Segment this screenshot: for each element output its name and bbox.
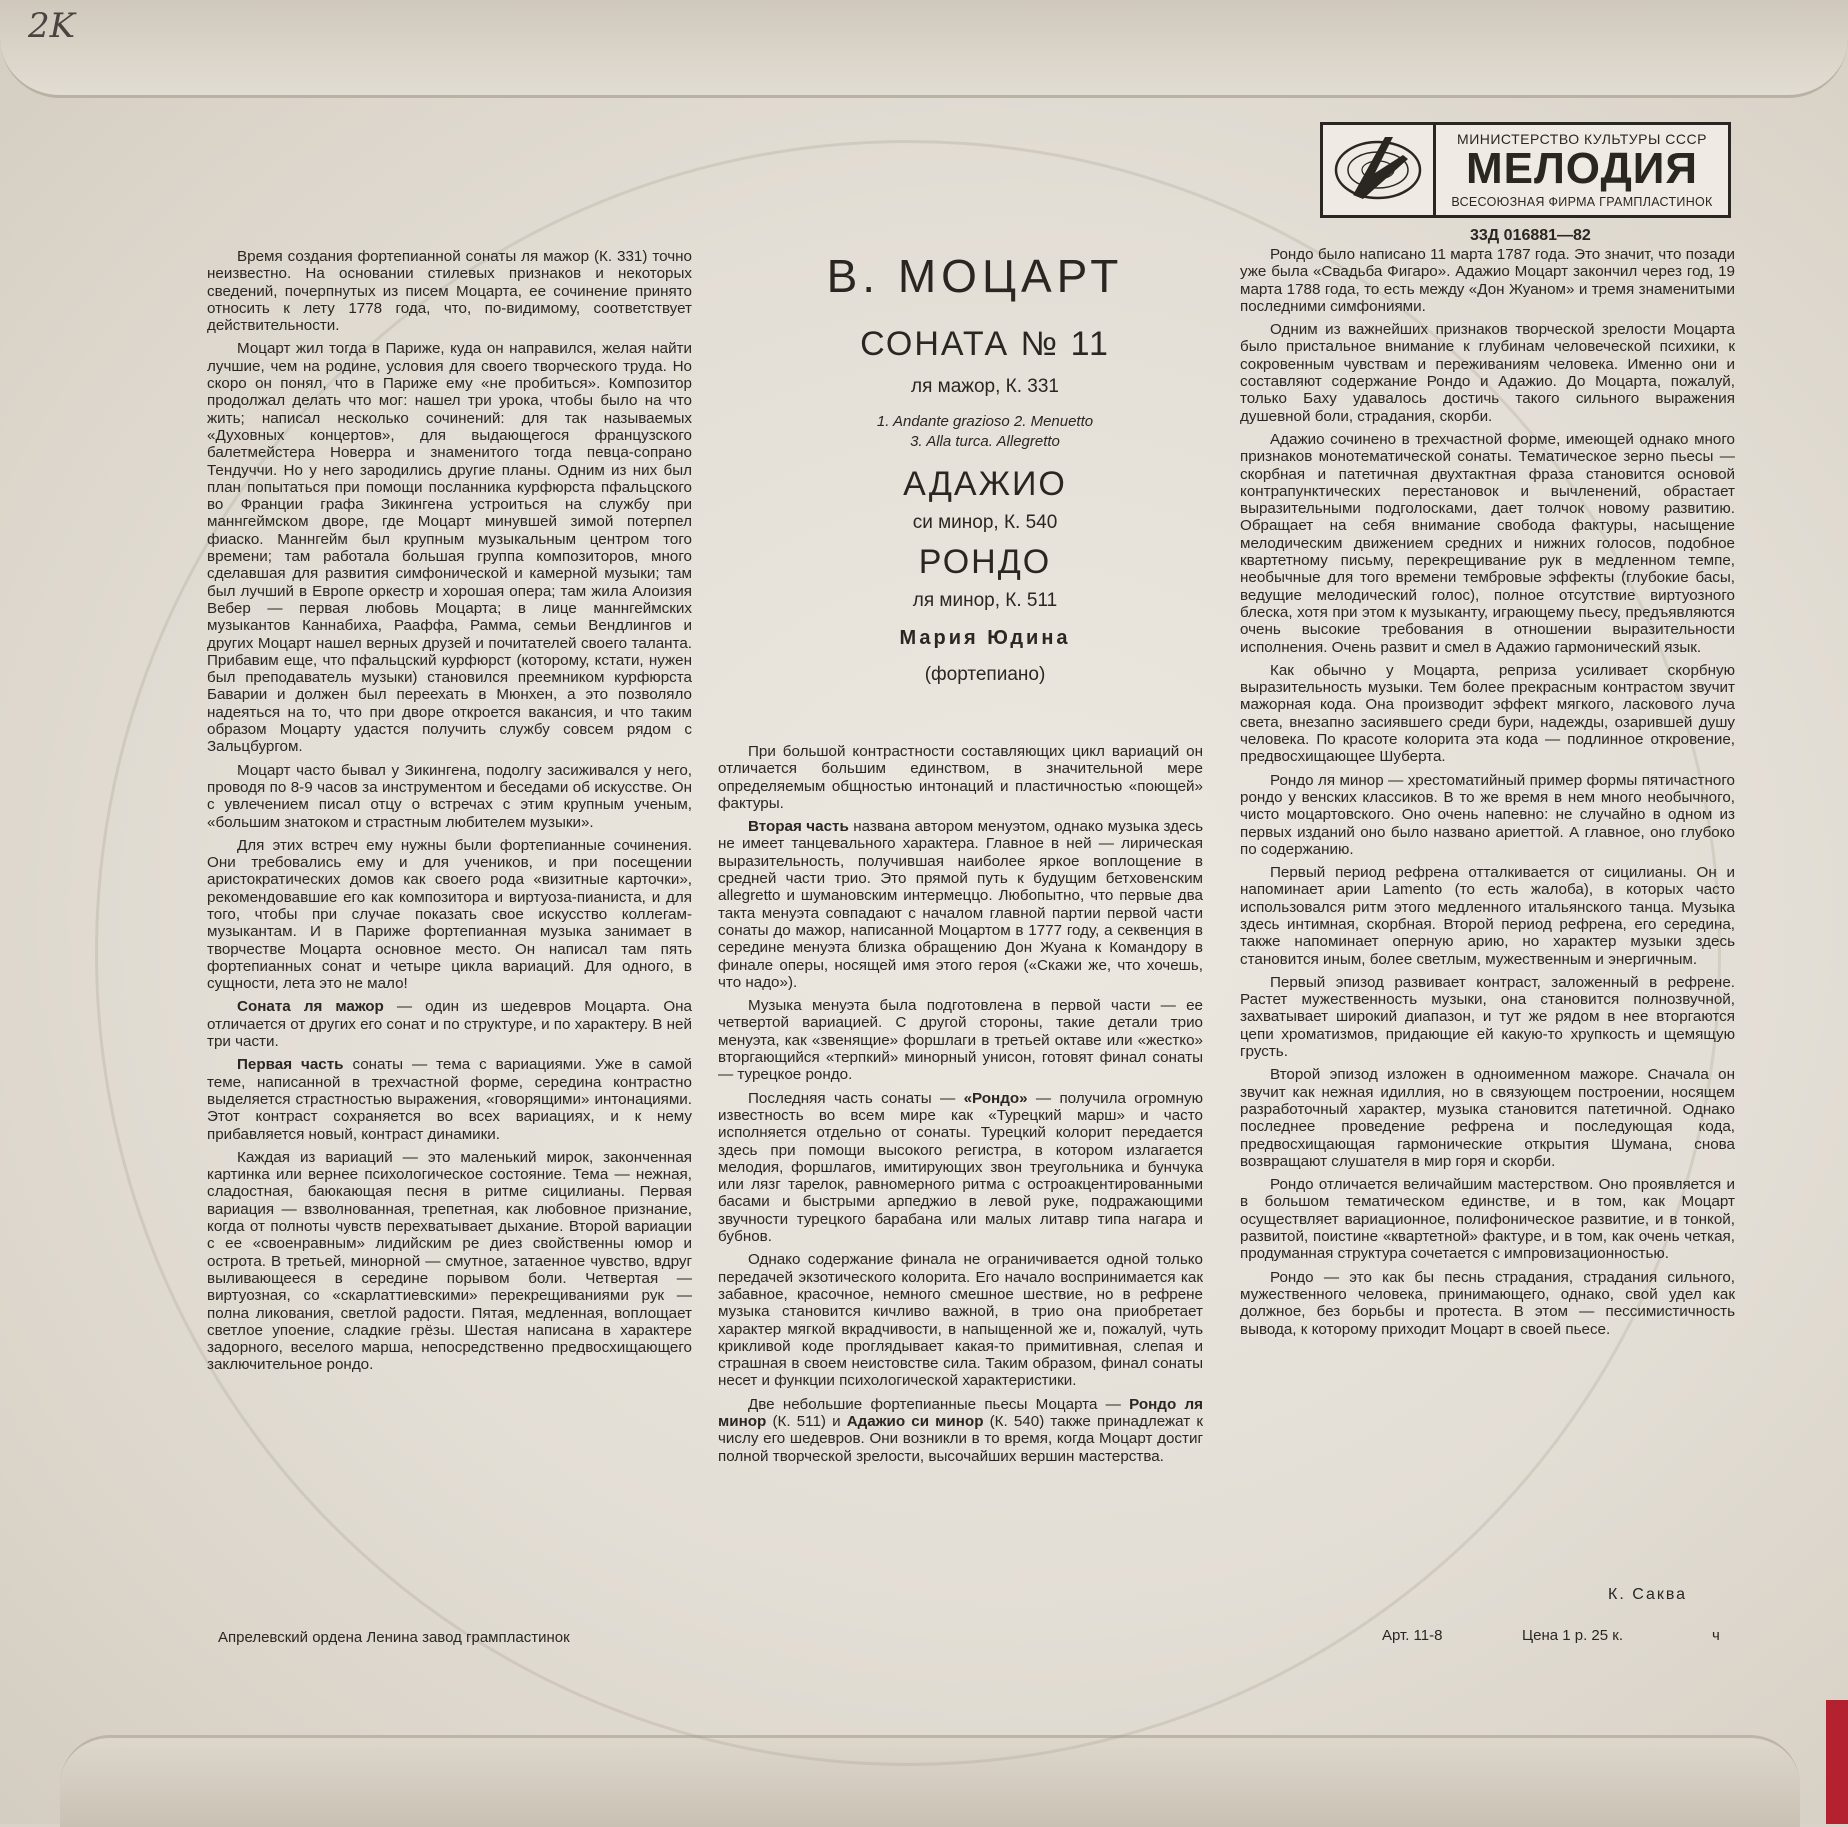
paragraph-text: (К. 511) и — [766, 1412, 847, 1430]
title-block — [700, 248, 1230, 688]
right-text-column — [1240, 246, 1735, 1344]
paragraph: Адажио сочинено в трехчастной форме, имеющей однако много признаков монотематической сонаты. Тематическое зерно пьесы — скорбная и патетичная двухтактная фраза становится основой контрапунктических перестановок и вычленений, обрастает выразительными подголосками, дает толчок новому развитию. Обращает на себя внимание свобода фактуры, насыщение мелодическим движением средних и нижних голосов, подобное квартетному письму, перекрещивание рук в медленном темпе, необычные для того времени тембровые эффекты (глубокие басы, ведущие мелодический голос), полное отсутствие виртуозного блеска, хотя при этом к музыканту, играющему пьесу, предъявляются очень высокие требования в отношении выразительности исполнения. Очень развит и смел в Адажио гармонический язык. — [1240, 430, 1735, 656]
paragraph: Первый эпизод развивает контраст, заложенный в рефрене. Растет мужественность музыки, она становится полнозвучной, захватывает широкий диапазон, и тут же рядом в нее вторгаются цепи хроматизмов, придающие ей какую-то хрупкость и щемящую грусть. — [1240, 973, 1735, 1061]
paragraph-text: Последняя часть сонаты — — [748, 1089, 964, 1107]
melodiya-logo — [1320, 122, 1731, 218]
label-brand: МЕЛОДИЯ — [1465, 144, 1699, 193]
adagio-key: си минор, К. 540 — [912, 512, 1058, 533]
paragraph-text: сонаты — тема с вариациями. Уже в самой теме, написанной в трехчастной форме, середина контрастно выделяется страстностью выражения, «говорящими» интонациями. Этот контраст сохраняется во всех вариациях, и к нему прибавляется новый, контраст динамики. — [207, 1056, 692, 1143]
left-text-column — [207, 248, 692, 1380]
bold-term: Вторая часть — [748, 818, 849, 836]
paragraph — [718, 1396, 1203, 1465]
sleeve-top-edge — [0, 0, 1848, 98]
article-number: Арт. 11-8 — [1382, 1627, 1443, 1644]
paragraph — [718, 818, 1203, 991]
paragraph: Рондо — это как бы песнь страдания, страдания сильного, мужественного человека, принимающего, однако, свой удел как должное, без борьбы и протеста. В этом — пессимистичность вывода, к которому приходит Моцарт в своей пьесе. — [1240, 1268, 1735, 1338]
adagio-title: АДАЖИО — [903, 465, 1067, 503]
paragraph: Для этих встреч ему нужны были фортепианные сочинения. Они требовались ему и для учеников, и при посещении аристократических домов как своего рода «визитные карточки», рекомендовавшие его как композитора и виртуоза-пианиста, и для того, чтобы при случае показать свое искусство коллегам-музыкантам. И в Париже фортепианная музыка занимает в творчестве Моцарта основное место. Он написал там пять фортепианных сонат и четыре цикла вариаций. Для одного, в сущности, лета это не мало! — [207, 836, 692, 993]
paragraph: Моцарт часто бывал у Зикингена, подолгу засиживался у него, проводя по 8-9 часов за инструментом и беседами об искусстве. Он с увлечением писал отцу о встречах с этим крупным ученым, «большим знатоком и страстным любителем музыки». — [207, 761, 692, 831]
rondo-title: РОНДО — [918, 543, 1052, 581]
paragraph: Второй эпизод изложен в одноименном мажоре. Сначала он звучит как нежная идиллия, но в связующем построении, носящем разработочный характер, музыка становится патетичной. Однако последнее проведение рефрена и последующая кода, предвосхищающая гармонические открытия Шумана, снова возвращают слушателя в мир горя и скорби. — [1240, 1066, 1735, 1170]
composer-title: В. МОЦАРТ — [826, 250, 1124, 302]
paragraph: Однако содержание финала не ограничивается одной только передачей экзотического колорита. Его начало воспринимается как забавное, красочное, немного смешное шествие, но в рефрене музыка становится кичливо важной, в трио она приобретает характер мягкой вкрадчивости, в напыщенной же и, пожалуй, чуть крикливой коде проглядывает какая-то примитивная, слепая и страшная в своем неистовстве сила. Таким образом, финал сонаты несет и функции психологической характеристики. — [718, 1251, 1203, 1390]
paragraph: Одним из важнейших признаков творческой зрелости Моцарта было пристальное внимание к глубинам человеческой психики, к сокровенным чувствам и переживаниям человека. Именно они и составляют содержание Рондо и Адажио. До Моцарта, пожалуй, только Баху удавалось достичь такого сильного выражения душевной боли, страдания, скорби. — [1240, 321, 1735, 425]
paragraph — [207, 998, 692, 1050]
paragraph — [718, 1090, 1203, 1246]
paragraph: Рондо отличается величайшим мастерством. Оно проявляется и в большом тематическом единстве, и в том, как Моцарт осуществляет вариационное, полифоническое развитие, и в тонкой, развитой, поистине «квартетной» фактуре, и в том, как очень четкая, продуманная структура сочетается с импровизационностью. — [1240, 1176, 1735, 1263]
bold-term: Рондо ля минор — [718, 1395, 1203, 1430]
paragraph-text: (К. 540) также принадлежат к числу его шедевров. Они возникли в то время, когда Моцарт достиг полной творческой зрелости, высочайших вершин мастерства. — [718, 1412, 1203, 1465]
movements-line-1: 1. Andante grazioso 2. Menuetto — [876, 413, 1094, 430]
paragraph: Моцарт жил тогда в Париже, куда он направился, желая найти лучшие, чем на родине, условия для своего творческого труда. Но скоро он понял, что в Париже ему «не пробиться». Композитор продолжал делать что мог: нашел три урока, чтобы было на что жить; написал несколько сочинений: для так называемых «Духовных концертов», для выдающегося французского балетмейстера Новерра и знаменитого тогда певца-сопрано Тендуччи. Но у него зародились другие планы. Одним из них был план попытаться при помощи посланника курфюрста пфальцского во Франции графа Зикингена устроиться на службу при маннгеймском дворе, где Моцарт минувшей зимой потерпел фиаско. Маннгейм был крупным музыкальным центром того времени; там работала большая группа композиторов, много сделавшая для развития симфонической и камерной музыки; там был лучший в Европе оркестр и хорошая опера; там жила Алоизия Вебер — первая любовь Моцарта; в лице маннгеймских музыкантов Каннабиха, Рааффа, Рамма, семьи Вендлингов и других Моцарт нашел верных друзей и почитателей своего таланта. Прибавим еще, что пфальцский курфюрст (которому, кстати, нужен был преподаватель музыки) становился преемником курфюрста Баварии и должен был переехать в Мюнхен, а это позволяло надеяться на то, что при дворе откроется вакансия, и что таким образом Моцарту удастся получить службу совсем рядом с Зальцбургом. — [207, 340, 692, 756]
middle-text-column — [718, 743, 1203, 1471]
price: Цена 1 р. 25 к. — [1522, 1627, 1624, 1644]
paragraph-text: — получила огромную известность во всем мире как «Турецкий марш» и часто исполняется отдельно от сонаты. Турецкий колорит передается здесь при помощи высокого регистра, в котором излагается мелодия, форшлагов, имитирующих звон треугольника и бунчука или лязг тарелок, равномерного ритма с остроакцентированными басами и быстрыми арпеджио в левой руке, подражающими звучности турецкого барабана или малых литавр типа нагара и бубнов. — [718, 1089, 1203, 1246]
catalog-number: 33Д 016881—82 — [1470, 227, 1591, 244]
paragraph-text: названа автором менуэтом, однако музыка здесь не имеет танцевального характера. Главное в ней — лирическая выразительность, получившая наиболее яркое воплощение в средней части трио. Это прямой путь к будущим бетховенским allegretto и шумановским интермеццо. Любопытно, что первые два такта менуэта совпадают с началом главной партии первой части сонаты до мажор, написанной Моцартом в 1777 году, а секвенция в середине менуэта близка обращению Дон Жуана к Командору в финале оперы, носящей имя этого героя («Скажи же, что хочешь, что надо»). — [718, 818, 1203, 991]
manufacturer-footer: Апрелевский ордена Ленина завод грампластинок — [218, 1629, 570, 1646]
bold-term: «Рондо» — [963, 1089, 1028, 1107]
movements-line-2: 3. Alla turca. Allegretto — [910, 433, 1060, 450]
paragraph: Первый период рефрена отталкивается от сицилианы. Он и напоминает арии Lamento (то есть жалоба), в которых часто использовался ритм этого медленного итальянского танца. Музыка здесь интимная, скорбная. Второй период рефрена, его середина, также напоминает оперную арию, но характер музыки здесь становится иным, более светлым, мужественным и энергичным. — [1240, 864, 1735, 968]
price-suffix: ч — [1712, 1627, 1720, 1644]
rondo-key: ля минор, К. 511 — [912, 590, 1058, 611]
bold-term: Первая часть — [237, 1056, 344, 1074]
label-company: ВСЕСОЮЗНАЯ ФИРМА ГРАМПЛАСТИНОК — [1451, 195, 1713, 209]
label-ministry: МИНИСТЕРСТВО КУЛЬТУРЫ СССР — [1457, 131, 1707, 147]
paragraph: Каждая из вариаций — это маленький мирок, законченная картинка или вернее психологическое состояние. Тема — нежная, сладостная, баюкающая песня в ритме сицилианы. Первая вариация — взволнованная, трепетная, как любовное признание, когда от полноты чувств перехватывает дыхание. Второй вариации с ее «своенравным» лидийским ре диез свойственны юмор и острота. В третьей, минорной — смутное, затаенное чувство, вдруг выливающееся в середине порывом боли. Четвертая — виртуозная, со «скарлаттиевскими» перекрещиваниями рук — полна ликования, светлой радости. Пятая, медленная, воплощает светлое упоение, сладкие грёзы. Шестая написана в характере задорного, веселого марша, непосредственно предвосхищающего заключительное рондо. — [207, 1148, 692, 1374]
performer-name: Мария Юдина — [899, 627, 1071, 649]
paragraph: Рондо ля минор — хрестоматийный пример формы пятичастного рондо у венских классиков. В то же время в нем много необычного, чисто моцартовского. Оно очень напевно: не случайно в одном из первых изданий оно было названо ариеттой. А главное, оно глубоко по содержанию. — [1240, 771, 1735, 858]
paragraph: Рондо было написано 11 марта 1787 года. Это значит, что позади уже была «Свадьба Фигаро». Адажио Моцарт закончил через год, 19 марта 1788 года, то есть между «Дон Жуаном» и тремя знаменитыми последними симфониями. — [1240, 246, 1735, 315]
paragraph-text: Две небольшие фортепианные пьесы Моцарта — — [748, 1395, 1130, 1413]
paragraph: При большой контрастности составляющих цикл вариаций он отличается большим единством, в значительной мере определяемым общностью интонаций и пластичностью «поющей» фактуры. — [718, 743, 1203, 812]
instrument: (фортепиано) — [924, 664, 1046, 685]
bold-term: Адажио си минор — [846, 1412, 984, 1430]
paragraph: Музыка менуэта была подготовлена в первой части — ее четвертой вариацией. С другой стороны, такие детали трио менуэта, как «звенящие» форшлаги в третьей октаве или «жестко» вторгающийся «терпкий» минорный унисон, готовят финал сонаты — турецкое рондо. — [718, 997, 1203, 1084]
paragraph-text: — один из шедевров Моцарта. Она отличается от других его сонат и по структуре, и по характеру. В ней три части. — [207, 998, 692, 1051]
handwritten-mark: 2K — [28, 6, 76, 46]
paragraph: Как обычно у Моцарта, реприза усиливает скорбную выразительность музыки. Тем более прекрасным контрастом звучит мажорная кода. Она производит эффект мягкого, ласкового луча света, внезапно засиявшего среди бури, надежды, озарившей душу человека. По красоте колорита эта кода — подлинное откровение, предвосхищающее Шуберта. — [1240, 661, 1735, 766]
bold-term: Соната ля мажор — [237, 998, 384, 1016]
sonata-key: ля мажор, К. 331 — [910, 376, 1059, 397]
sonata-title: СОНАТА № 11 — [860, 325, 1110, 363]
paragraph — [207, 1056, 692, 1142]
author-signature: К. Саква — [1608, 1586, 1688, 1603]
sleeve-bottom-edge — [60, 1735, 1800, 1827]
red-strip — [1826, 1700, 1848, 1824]
melodiya-emblem-icon — [1323, 125, 1436, 215]
paragraph: Время создания фортепианной сонаты ля мажор (К. 331) точно неизвестно. На основании стилевых признаков и некоторых сведений, почерпнутых из писем Моцарта, ее сочинение принято относить к лету 1778 года, что, по-видимому, соответствует действительности. — [207, 248, 692, 335]
